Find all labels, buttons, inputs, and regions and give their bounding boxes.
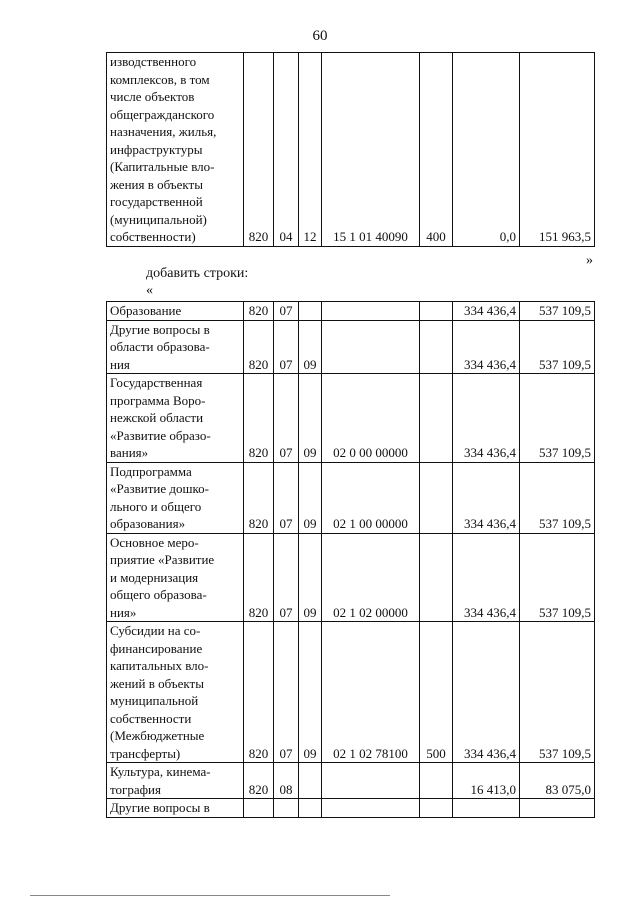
cell-name-line: (Межбюджетные xyxy=(110,728,205,743)
cell-pr: 09 xyxy=(299,622,322,763)
cell-name-line: изводственного xyxy=(110,54,197,69)
cell-rz xyxy=(274,799,299,818)
cell-sum-1: 334 436,4 xyxy=(453,302,520,321)
cell-gr xyxy=(244,799,274,818)
cell-vr xyxy=(420,799,453,818)
cell-sum-2: 537 109,5 xyxy=(520,533,595,622)
cell-name-line: вания» xyxy=(110,445,149,460)
table-row xyxy=(107,763,595,799)
cell-name xyxy=(107,374,244,463)
cell-name-line: «Развитие образо- xyxy=(110,427,211,443)
table-row xyxy=(107,320,595,374)
cell-pr: 12 xyxy=(299,53,322,247)
cell-gr: 820 xyxy=(244,302,274,321)
cell-name-line: общегражданского xyxy=(110,106,215,122)
table-row xyxy=(107,374,595,463)
table-row xyxy=(107,799,595,818)
cell-name xyxy=(107,53,244,247)
cell-name-line: собственности) xyxy=(110,229,196,244)
cell-vr xyxy=(420,374,453,463)
cell-gr: 820 xyxy=(244,763,274,799)
cell-name-line: льного и общего xyxy=(110,498,202,514)
cell-name-line: приятие «Развитие xyxy=(110,552,215,567)
cell-name xyxy=(107,462,244,533)
cell-name-line: государственной xyxy=(110,194,203,209)
cell-rz: 07 xyxy=(274,302,299,321)
table-row xyxy=(107,53,595,247)
cell-sum-1: 0,0 xyxy=(453,53,520,247)
cell-pr xyxy=(299,799,322,818)
cell-name-line: собственности xyxy=(110,710,192,726)
cell-name-line: Другие вопросы в xyxy=(110,800,210,815)
cell-name xyxy=(107,799,244,818)
cell-gr: 820 xyxy=(244,374,274,463)
cell-name-line: Образование xyxy=(110,303,182,318)
cell-pr xyxy=(299,763,322,799)
cell-rz: 08 xyxy=(274,763,299,799)
cell-name-line: комплексов, в том xyxy=(110,71,210,87)
budget-table-added-rows xyxy=(106,301,595,818)
footer-rule xyxy=(30,895,390,896)
cell-rz: 07 xyxy=(274,320,299,374)
cell-vr xyxy=(420,302,453,321)
cell-vr xyxy=(420,320,453,374)
cell-csr xyxy=(322,302,420,321)
cell-rz: 07 xyxy=(274,622,299,763)
cell-vr xyxy=(420,533,453,622)
cell-csr xyxy=(322,763,420,799)
cell-sum-2: 537 109,5 xyxy=(520,462,595,533)
cell-name-line: числе объектов xyxy=(110,89,195,104)
cell-name-line: (муниципальной) xyxy=(110,211,207,227)
cell-name xyxy=(107,763,244,799)
table-row xyxy=(107,462,595,533)
cell-name-line: инфраструктуры xyxy=(110,141,203,157)
cell-name-line: ния xyxy=(110,356,130,372)
cell-name-line: финансирование xyxy=(110,640,203,656)
cell-gr: 820 xyxy=(244,320,274,374)
cell-name-line: тография xyxy=(110,781,161,797)
cell-rz: 07 xyxy=(274,374,299,463)
cell-pr xyxy=(299,302,322,321)
cell-sum-2: 83 075,0 xyxy=(520,763,595,799)
cell-csr: 02 1 02 00000 xyxy=(322,533,420,622)
cell-csr xyxy=(322,320,420,374)
table-row xyxy=(107,533,595,622)
closing-quote: » xyxy=(586,253,593,268)
cell-pr: 09 xyxy=(299,462,322,533)
cell-gr: 820 xyxy=(244,533,274,622)
cell-name xyxy=(107,320,244,374)
cell-name-line: муниципальной xyxy=(110,693,199,708)
cell-name-line: общего образова- xyxy=(110,587,207,602)
cell-name xyxy=(107,622,244,763)
cell-vr xyxy=(420,763,453,799)
cell-name-line: нежской области xyxy=(110,410,204,425)
page-number: 60 xyxy=(312,28,328,44)
cell-name-line: жения в объекты xyxy=(110,176,203,192)
cell-sum-1: 334 436,4 xyxy=(453,462,520,533)
cell-name-line: Подпрограмма xyxy=(110,463,192,479)
cell-name-line: капитальных вло- xyxy=(110,658,209,673)
cell-name xyxy=(107,533,244,622)
cell-name-line: жений в объекты xyxy=(110,675,204,691)
cell-name-line: «Развитие дошко- xyxy=(110,481,209,496)
cell-sum-1: 334 436,4 xyxy=(453,374,520,463)
cell-csr: 02 0 00 00000 xyxy=(322,374,420,463)
cell-rz: 07 xyxy=(274,533,299,622)
cell-csr xyxy=(322,799,420,818)
cell-vr: 500 xyxy=(420,622,453,763)
cell-csr: 02 1 02 78100 xyxy=(322,622,420,763)
cell-rz: 04 xyxy=(274,53,299,247)
cell-csr: 02 1 00 00000 xyxy=(322,462,420,533)
cell-sum-1: 334 436,4 xyxy=(453,533,520,622)
cell-sum-1: 334 436,4 xyxy=(453,622,520,763)
cell-sum-2: 537 109,5 xyxy=(520,302,595,321)
cell-sum-1 xyxy=(453,799,520,818)
cell-name-line: и модернизация xyxy=(110,569,199,585)
cell-name-line: Государственная xyxy=(110,375,203,390)
cell-vr: 400 xyxy=(420,53,453,247)
cell-name xyxy=(107,302,244,321)
cell-gr: 820 xyxy=(244,622,274,763)
cell-sum-2: 537 109,5 xyxy=(520,374,595,463)
cell-sum-2: 537 109,5 xyxy=(520,622,595,763)
cell-name-line: назначения, жилья, xyxy=(110,124,217,139)
cell-pr: 09 xyxy=(299,320,322,374)
cell-name-line: Основное меро- xyxy=(110,534,199,550)
cell-sum-1: 334 436,4 xyxy=(453,320,520,374)
cell-name-line: Культура, кинема- xyxy=(110,764,211,779)
table-row xyxy=(107,302,595,321)
cell-name-line: (Капитальные вло- xyxy=(110,159,215,174)
cell-name-line: Другие вопросы в xyxy=(110,321,210,337)
cell-pr: 09 xyxy=(299,533,322,622)
cell-name-line: области образова- xyxy=(110,339,210,354)
cell-name-line: программа Воро- xyxy=(110,392,206,408)
budget-table-continuation xyxy=(106,52,595,247)
cell-sum-2: 151 963,5 xyxy=(520,53,595,247)
cell-sum-1: 16 413,0 xyxy=(453,763,520,799)
cell-rz: 07 xyxy=(274,462,299,533)
add-rows-text: добавить строки: xyxy=(146,266,249,281)
cell-csr: 15 1 01 40090 xyxy=(322,53,420,247)
cell-gr: 820 xyxy=(244,53,274,247)
opening-quote: « xyxy=(146,283,153,298)
cell-name-line: Субсидии на со- xyxy=(110,623,201,638)
cell-name-line: трансферты) xyxy=(110,745,181,761)
cell-name-line: образования» xyxy=(110,516,186,531)
cell-sum-2 xyxy=(520,799,595,818)
cell-pr: 09 xyxy=(299,374,322,463)
cell-name-line: ния» xyxy=(110,604,137,620)
cell-sum-2: 537 109,5 xyxy=(520,320,595,374)
cell-gr: 820 xyxy=(244,462,274,533)
cell-vr xyxy=(420,462,453,533)
table-row xyxy=(107,622,595,763)
